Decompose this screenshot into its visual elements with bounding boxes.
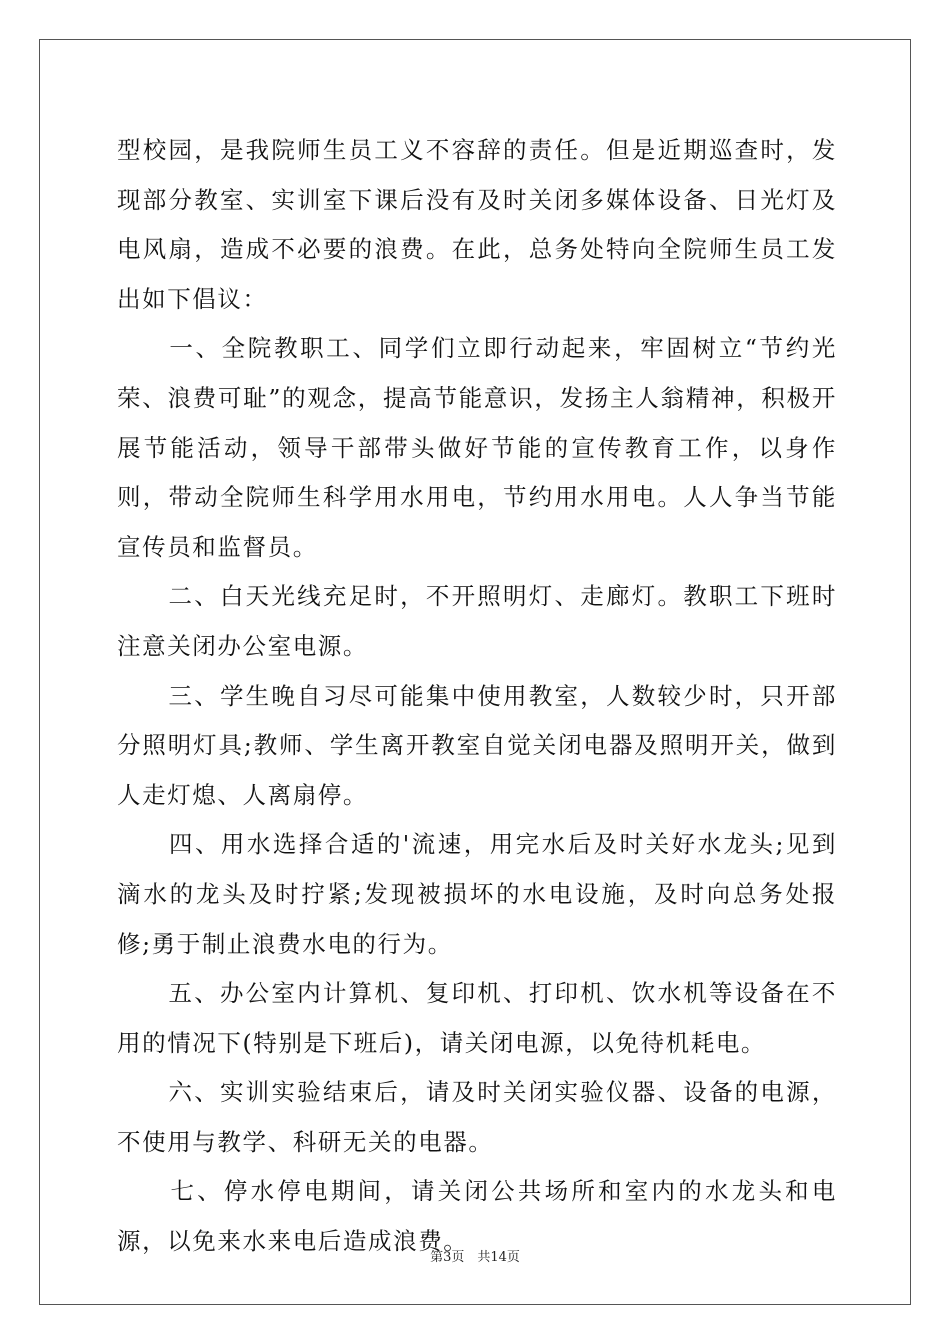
document-body [117, 126, 837, 1267]
paragraph-intro: 型校园，是我院师生员工义不容辞的责任。但是近期巡查时，发现部分教室、实训室下课后没有及时关闭多媒体设备、日光灯及电风扇，造成不必要的浪费。在此，总务处特向全院师生员工发出如下倡议： [117, 136, 837, 313]
paragraph-item-6: 六、实训实验结束后，请及时关闭实验仪器、设备的电源，不使用与教学、科研无关的电器。 [117, 1078, 837, 1156]
paragraph-item-7: 七、停水停电期间，请关闭公共场所和室内的水龙头和电源，以免来水来电后造成浪费。 [117, 1177, 837, 1256]
paragraph-item-4: 四、用水选择合适的'流速，用完水后及时关好水龙头;见到滴水的龙头及时拧紧;发现被损坏的水电设施，及时向总务处报修;勇于制止浪费水电的行为。 [117, 830, 837, 958]
paragraph-item-2: 二、白天光线充足时，不开照明灯、走廊灯。教职工下班时注意关闭办公室电源。 [117, 582, 837, 660]
paragraph-item-1: 一、全院教职工、同学们立即行动起来，牢固树立“节约光荣、浪费可耻”的观念，提高节能意识，发扬主人翁精神，积极开展节能活动，领导干部带头做好节能的宣传教育工作，以身作则，带动全院师生科学用水用电，节约用水用电。人人争当节能宣传员和监督员。 [117, 334, 837, 561]
paragraph-item-5: 五、办公室内计算机、复印机、打印机、饮水机等设备在不用的情况下(特别是下班后)，请关闭电源，以免待机耗电。 [117, 979, 837, 1057]
page-number-footer: 第3页 共14页 [430, 1250, 520, 1265]
paragraph-item-3: 三、学生晚自习尽可能集中使用教室，人数较少时，只开部分照明灯具;教师、学生离开教室自觉关闭电器及照明开关，做到人走灯熄、人离扇停。 [117, 681, 837, 809]
